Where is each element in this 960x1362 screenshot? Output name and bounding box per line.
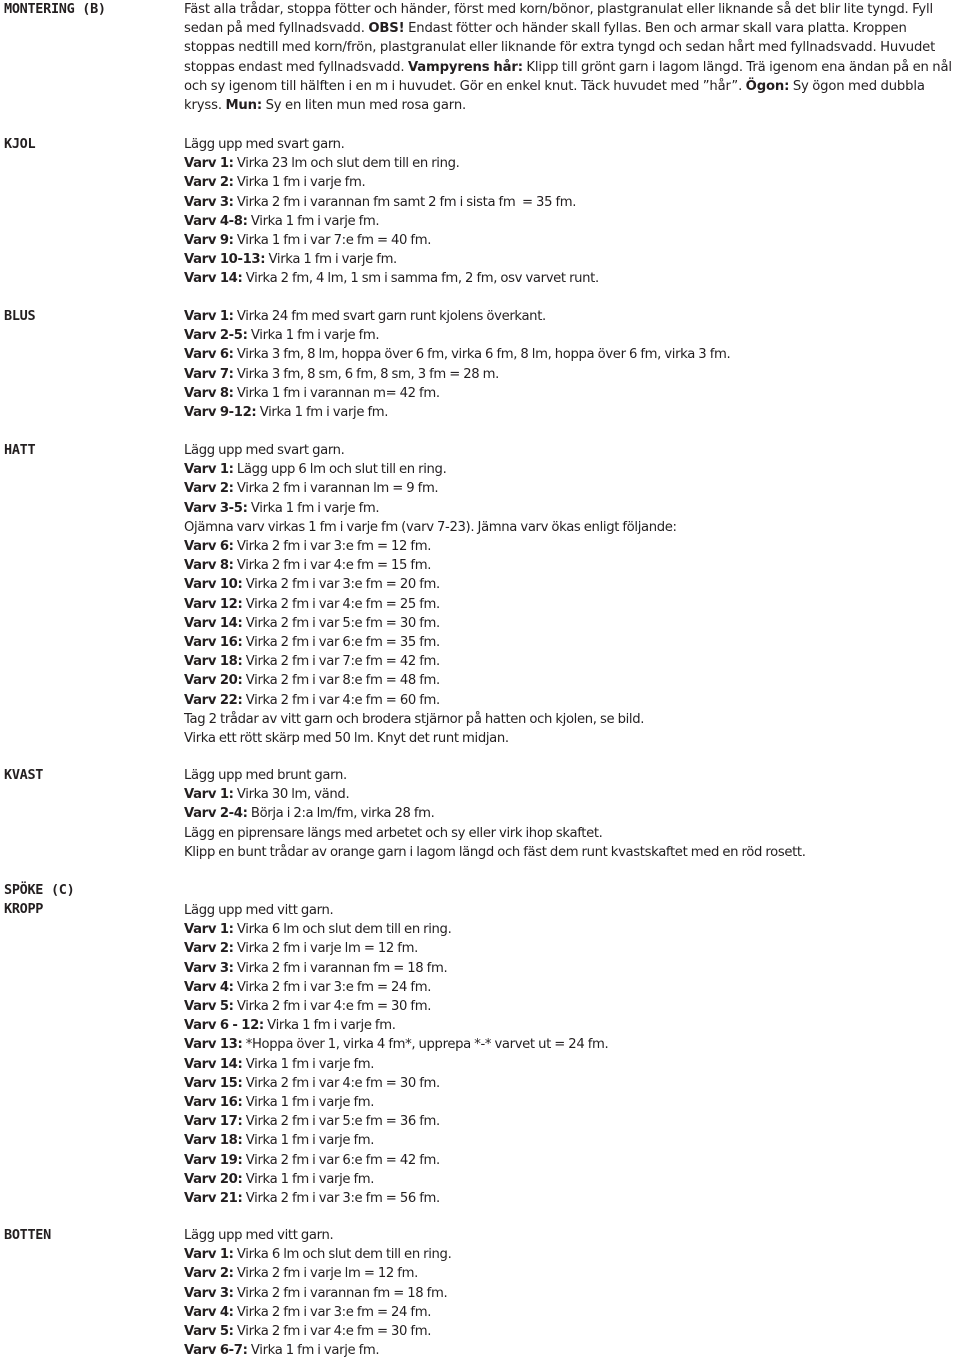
round-label: Varv 1: (184, 787, 234, 803)
round-label: Varv 1: (184, 156, 234, 172)
instruction-text: Virka 2 fm i var 4:e fm = 30 fm. (233, 1324, 432, 1340)
instruction-text: Virka 2 fm i varannan fm samt 2 fm i sista fm = 35 fm. (233, 194, 577, 210)
instruction-text: Virka 2 fm i var 5:e fm = 36 fm. (242, 1114, 440, 1130)
instruction-line (184, 365, 956, 384)
section-heading: KVAST (4, 767, 44, 783)
instruction-line (184, 920, 956, 939)
instruction-line (184, 479, 956, 498)
instruction-line (184, 403, 956, 422)
section-body (184, 307, 956, 422)
instruction-text: Virka 1 fm i varje fm. (247, 1343, 380, 1359)
round-label: Varv 22: (184, 692, 243, 708)
bold-run: OBS! (368, 21, 405, 37)
instruction-line (184, 307, 956, 326)
instruction-line (184, 250, 956, 269)
round-label: Varv 1: (184, 462, 234, 478)
instruction-line (184, 804, 956, 823)
instruction-line (184, 1303, 956, 1322)
round-label: Varv 14: (184, 271, 243, 287)
instruction-line (184, 1284, 956, 1303)
round-label: Varv 4-8: (184, 213, 248, 229)
instruction-text: Virka 23 lm och slut dem till en ring. (233, 156, 460, 172)
instruction-line (184, 231, 956, 250)
round-label: Varv 16: (184, 635, 243, 651)
instruction-text: Lägg upp med svart garn. (184, 137, 345, 152)
section-heading: MONTERING (B) (4, 1, 106, 17)
instruction-line (184, 652, 956, 671)
instruction-line (184, 824, 956, 843)
instruction-text: Virka 1 fm i varje fm. (233, 175, 366, 191)
round-label: Varv 7: (184, 366, 234, 382)
round-label: Varv 4: (184, 1304, 234, 1320)
instruction-line (184, 766, 956, 785)
instruction-line (184, 575, 956, 594)
instruction-line (184, 901, 956, 920)
section-heading: KJOL (4, 136, 36, 152)
round-label: Varv 10: (184, 577, 243, 593)
instruction-line (184, 671, 956, 690)
instruction-text: Lägg upp med svart garn. (184, 443, 345, 458)
instruction-line (184, 633, 956, 652)
instruction-text: Virka 1 fm i varje fm. (265, 252, 397, 268)
instruction-line (184, 212, 956, 231)
montering-paragraph (184, 0, 956, 115)
instruction-text: Virka 1 fm i varje fm. (247, 500, 380, 516)
text-run: Klipp till grönt garn i lagom längd. Trä igenom ena ändan på en nål och sy igenom till hälften i en m i huvudet. Gör en enkel knut. Täck huvudet med ”hår”. (184, 59, 952, 94)
section-body (184, 0, 956, 115)
instruction-text: Virka 6 lm och slut dem till en ring. (233, 922, 452, 938)
instruction-line (184, 537, 956, 556)
instruction-line (184, 1322, 956, 1341)
instruction-line (184, 193, 956, 212)
instruction-line (184, 595, 956, 614)
instruction-line (184, 518, 956, 537)
instruction-line (184, 1055, 956, 1074)
instruction-text: Virka 1 fm i varje fm. (242, 1095, 375, 1111)
round-label: Varv 1: (184, 309, 234, 324)
round-label: Varv 9: (184, 233, 234, 249)
section-heading: BOTTEN (4, 1227, 51, 1243)
bold-run: Mun: (225, 98, 263, 114)
instruction-text: Virka 2 fm i var 4:e fm = 30 fm. (233, 999, 432, 1015)
instruction-line (184, 1112, 956, 1131)
instruction-text: Lägg upp med vitt garn. (184, 1228, 334, 1243)
round-label: Varv 18: (184, 654, 243, 670)
instruction-text: Virka 3 fm, 8 lm, hoppa över 6 fm, virka 6 fm, 8 lm, hoppa över 6 fm, virka 3 fm. (233, 347, 731, 363)
instruction-text: Virka 2 fm i var 3:e fm = 56 fm. (242, 1191, 440, 1207)
section-heading: SPÖKE (C) KROPP (4, 882, 75, 918)
round-label: Varv 16: (184, 1095, 243, 1111)
instruction-line (184, 978, 956, 997)
instruction-line (184, 1131, 956, 1150)
bold-run: Vampyrens hår: (407, 59, 523, 75)
instruction-text: Lägg upp 6 lm och slut till en ring. (233, 462, 447, 478)
round-label: Varv 18: (184, 1133, 243, 1149)
round-label: Varv 2-5: (184, 328, 248, 344)
instruction-line (184, 997, 956, 1016)
round-label: Varv 12: (184, 596, 243, 612)
instruction-line (184, 843, 956, 862)
bold-run: Ögon: (745, 78, 790, 94)
instruction-text: Virka 2 fm i var 3:e fm = 12 fm. (233, 539, 432, 555)
instruction-text: Klipp en bunt trådar av orange garn i lagom längd och fäst dem runt kvastskaftet med en röd rosett. (184, 844, 806, 860)
round-label: Varv 20: (184, 673, 243, 689)
round-label: Varv 3: (184, 194, 234, 210)
instruction-text: Virka 2 fm i var 3:e fm = 24 fm. (233, 979, 432, 995)
round-label: Varv 4: (184, 979, 234, 995)
instruction-line (184, 710, 956, 729)
instruction-line (184, 460, 956, 479)
instruction-text: Virka 24 fm med svart garn runt kjolens överkant. (233, 309, 546, 324)
round-label: Varv 15: (184, 1075, 243, 1091)
instruction-text: Virka 1 fm i varje fm. (242, 1133, 375, 1149)
instruction-line (184, 1226, 956, 1245)
instruction-line (184, 135, 956, 154)
instruction-text: Virka 2 fm i var 7:e fm = 42 fm. (242, 654, 440, 670)
instruction-line (184, 1264, 956, 1283)
instruction-line (184, 939, 956, 958)
instruction-text: Virka 30 lm, vänd. (233, 787, 350, 803)
instruction-line (184, 1151, 956, 1170)
round-label: Varv 5: (184, 1324, 234, 1340)
round-label: Varv 6 - 12: (184, 1018, 264, 1034)
instruction-line (184, 1189, 956, 1208)
instruction-text: Virka 1 fm i varje fm. (256, 405, 389, 421)
instruction-text: Virka 2 fm i var 3:e fm = 24 fm. (233, 1304, 432, 1320)
instruction-line (184, 269, 956, 288)
instruction-text: Virka 1 fm i var 7:e fm = 40 fm. (233, 233, 432, 249)
instruction-line (184, 1074, 956, 1093)
section-body (184, 1226, 956, 1360)
round-label: Varv 1: (184, 1247, 234, 1263)
round-label: Varv 2: (184, 175, 234, 191)
instruction-text: Virka 1 fm i varje fm. (242, 1171, 375, 1187)
instruction-text: Virka 2 fm i varannan lm = 9 fm. (233, 481, 439, 497)
instruction-text: Virka 2 fm i varannan fm = 18 fm. (233, 960, 448, 976)
instruction-line (184, 1245, 956, 1264)
instruction-text: Virka 6 lm och slut dem till en ring. (233, 1247, 452, 1263)
round-label: Varv 6-7: (184, 1343, 248, 1359)
instruction-text: Virka 2 fm i var 4:e fm = 60 fm. (242, 692, 440, 708)
instruction-text: Virka 1 fm i varje fm. (247, 328, 380, 344)
instruction-text: Virka 2 fm i var 4:e fm = 15 fm. (233, 558, 432, 574)
round-label: Varv 13: (184, 1037, 243, 1053)
instruction-text: Virka 2 fm i varje lm = 12 fm. (233, 941, 418, 957)
instruction-text: Virka 1 fm i varje fm. (242, 1056, 375, 1072)
instruction-text: Virka 2 fm i var 4:e fm = 25 fm. (242, 596, 440, 612)
instruction-line (184, 1093, 956, 1112)
instruction-text: Virka 2 fm i var 3:e fm = 20 fm. (242, 577, 440, 593)
instruction-line (184, 384, 956, 403)
round-label: Varv 19: (184, 1152, 243, 1168)
instruction-line (184, 785, 956, 804)
round-label: Varv 10-13: (184, 252, 266, 268)
instruction-text: Virka 3 fm, 8 sm, 6 fm, 8 sm, 3 fm = 28 m. (233, 366, 500, 382)
instruction-line (184, 691, 956, 710)
round-label: Varv 2: (184, 941, 234, 957)
section-body (184, 766, 956, 862)
text-run: Fäst alla trådar, stoppa fötter och händer, först med korn/bönor, plastgranulat eller liknande så det blir lite tyngd. Fyll sedan på med fyllnadsvadd. (184, 2, 934, 37)
round-label: Varv 14: (184, 615, 243, 631)
section-heading: HATT (4, 442, 36, 458)
section-heading: BLUS (4, 308, 36, 324)
instruction-text: Ojämna varv virkas 1 fm i varje fm (varv 7-23). Jämna varv ökas enligt följande: (184, 519, 677, 535)
instruction-line (184, 1035, 956, 1054)
round-label: Varv 3: (184, 960, 234, 976)
round-label: Varv 8: (184, 385, 234, 401)
instruction-text: Tag 2 trådar av vitt garn och brodera stjärnor på hatten och kjolen, se bild. (184, 711, 645, 727)
round-label: Varv 9-12: (184, 405, 257, 421)
instruction-line (184, 326, 956, 345)
instruction-text: Lägg upp med brunt garn. (184, 768, 347, 783)
instruction-text: Virka 2 fm, 4 lm, 1 sm i samma fm, 2 fm, osv varvet runt. (242, 271, 599, 287)
instruction-line (184, 1016, 956, 1035)
section-body (184, 441, 956, 748)
instruction-text: Virka 2 fm i var 5:e fm = 30 fm. (242, 615, 440, 631)
instruction-line (184, 1341, 956, 1360)
round-label: Varv 21: (184, 1191, 243, 1207)
instruction-text: Virka 1 fm i varje fm. (247, 213, 380, 229)
instruction-line (184, 173, 956, 192)
round-label: Varv 2-4: (184, 806, 248, 822)
round-label: Varv 2: (184, 481, 234, 497)
instruction-text: Lägg en piprensare längs med arbetet och sy eller virk ihop skaftet. (184, 825, 603, 841)
instruction-text: Virka 2 fm i var 6:e fm = 35 fm. (242, 635, 440, 651)
instruction-line (184, 154, 956, 173)
section-body (184, 901, 956, 1208)
instruction-text: Virka ett rött skärp med 50 lm. Knyt det runt midjan. (184, 731, 509, 747)
instruction-text: Virka 1 fm i varje fm. (263, 1018, 396, 1034)
instruction-text: *Hoppa över 1, virka 4 fm*, upprepa *-* varvet ut = 24 fm. (242, 1037, 609, 1053)
instruction-line (184, 614, 956, 633)
instruction-line (184, 729, 956, 748)
instruction-line (184, 556, 956, 575)
instruction-text: Virka 2 fm i varje lm = 12 fm. (233, 1266, 418, 1282)
instruction-text: Virka 2 fm i var 8:e fm = 48 fm. (242, 673, 440, 689)
round-label: Varv 17: (184, 1114, 243, 1130)
round-label: Varv 3: (184, 1285, 234, 1301)
round-label: Varv 6: (184, 539, 234, 555)
round-label: Varv 5: (184, 999, 234, 1015)
round-label: Varv 2: (184, 1266, 234, 1282)
instruction-line (184, 345, 956, 364)
instruction-line (184, 959, 956, 978)
round-label: Varv 3-5: (184, 500, 248, 516)
text-run: Sy en liten mun med rosa garn. (262, 98, 467, 114)
instruction-line (184, 1170, 956, 1189)
instruction-text: Virka 1 fm i varannan m= 42 fm. (233, 385, 440, 401)
round-label: Varv 6: (184, 347, 234, 363)
round-label: Varv 8: (184, 558, 234, 574)
instruction-text: Virka 2 fm i var 4:e fm = 30 fm. (242, 1075, 440, 1091)
instruction-line (184, 499, 956, 518)
round-label: Varv 14: (184, 1056, 243, 1072)
instruction-text: Virka 2 fm i var 6:e fm = 42 fm. (242, 1152, 440, 1168)
instruction-text: Virka 2 fm i varannan fm = 18 fm. (233, 1285, 448, 1301)
instruction-text: Börja i 2:a lm/fm, virka 28 fm. (247, 806, 435, 822)
text-run: Sy ögon med dubbla kryss. (184, 78, 925, 114)
round-label: Varv 20: (184, 1171, 243, 1187)
instruction-line (184, 441, 956, 460)
section-body (184, 135, 956, 289)
round-label: Varv 1: (184, 922, 234, 938)
instruction-text: Lägg upp med vitt garn. (184, 903, 334, 918)
text-run: Endast fötter och händer skall fyllas. Ben och armar skall vara platta. Kroppen stoppas nedtill med korn/frön, plastgranulat eller liknande för extra tyngd och sedan hårt med fyllnadsvadd. Huvudet stoppas endast med fyllnadsvadd. (184, 21, 936, 75)
